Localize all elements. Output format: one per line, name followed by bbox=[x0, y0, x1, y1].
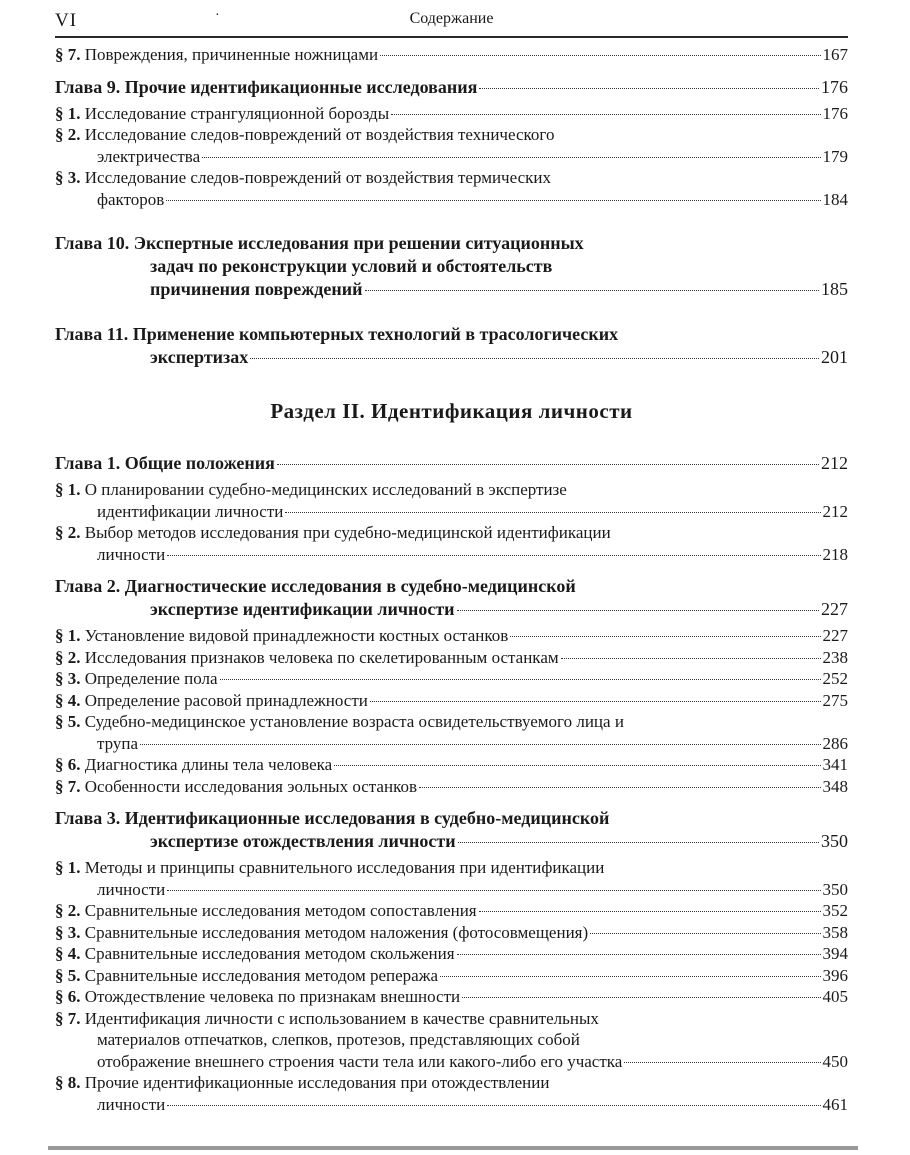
toc-paragraph-entry[interactable] bbox=[55, 522, 848, 565]
toc-line bbox=[55, 598, 848, 621]
dot-leader bbox=[285, 512, 820, 513]
toc-line bbox=[55, 1008, 848, 1030]
toc-entry-title: § 4. Определение расовой принадлежности bbox=[55, 690, 368, 710]
toc-entry-title: экспертизе идентификации личности bbox=[150, 599, 455, 619]
toc-entry-number: § 5. bbox=[55, 965, 85, 985]
toc-paragraph-entry[interactable] bbox=[55, 943, 848, 965]
toc-page-number: 394 bbox=[822, 944, 848, 963]
toc-page-number: 450 bbox=[822, 1051, 848, 1071]
toc-entry-title: экспертизах bbox=[150, 347, 249, 367]
toc-entry-number: § 1. bbox=[55, 103, 85, 123]
toc-page-number: 358 bbox=[822, 922, 848, 942]
toc-line bbox=[55, 255, 848, 278]
toc-entry-title: идентификации личности bbox=[97, 501, 284, 521]
toc-line bbox=[55, 189, 848, 211]
toc-paragraph-entry[interactable] bbox=[55, 668, 848, 690]
toc-entry-title: § 7. Особенности исследования эольных останков bbox=[55, 776, 417, 796]
toc-entry-title: электричества bbox=[97, 146, 201, 166]
toc-entry-title: § 3. Определение пола bbox=[55, 669, 218, 688]
toc-entry-title: Глава 3. Идентификационные исследования в судебно-медицинской bbox=[55, 808, 610, 828]
toc-entry-title: личности bbox=[97, 879, 166, 899]
toc-entry-number: § 2. bbox=[55, 523, 85, 542]
toc-line bbox=[55, 452, 848, 475]
dot-leader bbox=[250, 358, 819, 359]
toc-line bbox=[55, 501, 848, 523]
toc-line bbox=[55, 575, 848, 598]
toc-line bbox=[55, 647, 848, 669]
toc-entry-title: факторов bbox=[97, 189, 165, 209]
toc-page-number: 176 bbox=[822, 103, 848, 123]
dot-leader bbox=[334, 765, 820, 766]
dot-leader bbox=[440, 976, 820, 977]
toc-paragraph-entry[interactable] bbox=[55, 776, 848, 798]
toc-line bbox=[55, 807, 848, 830]
toc-line bbox=[55, 754, 848, 776]
dot-leader bbox=[277, 464, 819, 465]
toc-chapter-entry[interactable] bbox=[55, 807, 848, 853]
toc-entry-title: § 6. Диагностика длины тела человека bbox=[55, 755, 333, 774]
toc-page-number: 405 bbox=[822, 987, 848, 1006]
toc-entry-title: отображение внешнего строения части тела или какого-либо его участка bbox=[97, 1051, 623, 1071]
toc-line bbox=[55, 146, 848, 168]
toc-line bbox=[55, 323, 848, 346]
toc-page-number: 461 bbox=[822, 1094, 848, 1114]
dot-leader bbox=[462, 997, 820, 998]
toc-entry-title: Глава 2. Диагностические исследования в судебно-медицинской bbox=[55, 576, 576, 596]
dot-leader bbox=[167, 890, 820, 891]
toc-entry-number: Глава 3. bbox=[55, 808, 125, 828]
toc-paragraph-entry[interactable] bbox=[55, 647, 848, 669]
toc-paragraph-entry[interactable] bbox=[55, 965, 848, 987]
dot-leader bbox=[561, 658, 821, 659]
dot-leader bbox=[370, 701, 821, 702]
toc-entry-title: Глава 9. Прочие идентификационные исследования bbox=[55, 76, 478, 97]
toc-paragraph-entry[interactable] bbox=[55, 690, 848, 712]
print-mark: · bbox=[215, 8, 220, 23]
toc-page-number: 185 bbox=[821, 279, 848, 299]
dot-leader bbox=[166, 200, 820, 201]
toc-entry-title: § 1. О планировании судебно-медицинских исследований в экспертизе bbox=[55, 480, 567, 499]
toc-entry-title: § 1. Методы и принципы сравнительного исследования при идентификации bbox=[55, 858, 605, 877]
toc-line bbox=[55, 625, 848, 647]
toc-chapter-entry[interactable] bbox=[55, 323, 848, 369]
toc-page-number: 352 bbox=[822, 901, 848, 920]
toc-entry-number: Глава 2. bbox=[55, 576, 125, 596]
dot-leader bbox=[457, 610, 819, 611]
dot-leader bbox=[457, 954, 821, 955]
toc-entry-title: § 3. Сравнительные исследования методом наложения (фотосовмещения) bbox=[55, 922, 589, 942]
toc-entry-title: причинения повреждений bbox=[150, 279, 363, 299]
toc-entry-title: § 2. Сравнительные исследования методом сопоставления bbox=[55, 901, 477, 920]
toc-page-number: 396 bbox=[822, 965, 848, 985]
page-folio: VI bbox=[55, 10, 78, 31]
toc-entry-title: личности bbox=[97, 544, 166, 564]
document-page bbox=[55, 0, 848, 1115]
toc-entry-number: § 4. bbox=[55, 690, 85, 710]
toc-line bbox=[55, 857, 848, 879]
toc-entry-number: Глава 10. bbox=[55, 233, 134, 253]
toc-page-number: 350 bbox=[821, 831, 848, 851]
toc-paragraph-entry[interactable] bbox=[55, 44, 848, 66]
toc-page-number: 212 bbox=[821, 453, 848, 473]
toc-line bbox=[55, 900, 848, 922]
toc-paragraph-entry[interactable] bbox=[55, 754, 848, 776]
dot-leader bbox=[202, 157, 820, 158]
toc-line bbox=[55, 522, 848, 544]
toc-line bbox=[55, 1094, 848, 1116]
toc-paragraph-entry[interactable] bbox=[55, 103, 848, 125]
toc-entry-title: Глава 1. Общие положения bbox=[55, 453, 275, 473]
toc-entry-number: § 2. bbox=[55, 125, 85, 144]
running-head-title: Содержание bbox=[409, 10, 494, 27]
toc-page-number: 341 bbox=[822, 755, 848, 774]
toc-entry-title: § 5. Сравнительные исследования методом репеража bbox=[55, 965, 439, 985]
dot-leader bbox=[380, 55, 820, 56]
toc-page-number: 201 bbox=[821, 347, 848, 367]
toc-line bbox=[55, 879, 848, 901]
toc-entry-title: § 8. Прочие идентификационные исследования при отождествлении bbox=[55, 1073, 550, 1092]
toc-line bbox=[55, 986, 848, 1008]
toc-paragraph-entry[interactable] bbox=[55, 900, 848, 922]
toc-line bbox=[55, 830, 848, 853]
toc-entry-number: § 1. bbox=[55, 480, 85, 499]
toc-entry-number: § 2. bbox=[55, 647, 85, 667]
dot-leader bbox=[419, 787, 821, 788]
toc-entry-title: § 5. Судебно-медицинское установление возраста освидетельствуемого лица и bbox=[55, 712, 624, 731]
dot-leader bbox=[365, 290, 819, 291]
bottom-rule bbox=[48, 1146, 858, 1150]
toc-line bbox=[55, 922, 848, 944]
toc-line bbox=[55, 965, 848, 987]
dot-leader bbox=[167, 1105, 820, 1106]
toc-page-number: 238 bbox=[822, 647, 848, 667]
toc-page-number: 212 bbox=[822, 501, 848, 521]
toc-paragraph-entry[interactable] bbox=[55, 922, 848, 944]
toc-entry-number: § 7. bbox=[55, 1008, 85, 1028]
toc-page-number: 184 bbox=[822, 189, 848, 209]
toc-chapter-entry[interactable] bbox=[55, 575, 848, 621]
toc-line bbox=[55, 733, 848, 755]
toc-entry-title: § 2. Выбор методов исследования при судебно-медицинской идентификации bbox=[55, 523, 611, 542]
toc-page-number: 227 bbox=[822, 626, 848, 645]
toc-entry-number: Глава 9. bbox=[55, 76, 125, 97]
toc-page-number: 350 bbox=[822, 879, 848, 899]
toc-entry-number: § 7. bbox=[55, 776, 85, 796]
toc-entry-title: § 1. Исследование странгуляционной борозды bbox=[55, 103, 390, 123]
toc-page-number: 167 bbox=[822, 45, 848, 64]
dot-leader bbox=[479, 911, 821, 912]
toc-chapter-entry[interactable] bbox=[55, 452, 848, 475]
toc-entry-number: § 8. bbox=[55, 1073, 85, 1092]
dot-leader bbox=[624, 1062, 820, 1063]
toc-paragraph-entry[interactable] bbox=[55, 986, 848, 1008]
toc-entry-title: § 3. Исследование следов-повреждений от воздействия термических bbox=[55, 168, 551, 187]
toc-entry-title: экспертизе отождествления личности bbox=[150, 831, 456, 851]
toc-entry-title: личности bbox=[97, 1094, 166, 1114]
toc-entry-title: § 7. Повреждения, причиненные ножницами bbox=[55, 45, 379, 64]
toc-entry-number: § 1. bbox=[55, 626, 85, 645]
toc-paragraph-entry[interactable] bbox=[55, 1008, 848, 1073]
dot-leader bbox=[590, 933, 820, 934]
toc-page-number: 227 bbox=[821, 599, 848, 619]
toc-line bbox=[55, 1072, 848, 1094]
toc-entry-number: § 3. bbox=[55, 168, 85, 187]
dot-leader bbox=[510, 636, 820, 637]
toc-entry-number: § 4. bbox=[55, 944, 85, 963]
toc-entry-number: § 2. bbox=[55, 901, 85, 920]
toc-paragraph-entry[interactable] bbox=[55, 167, 848, 210]
toc-line bbox=[55, 544, 848, 566]
toc-line bbox=[55, 668, 848, 690]
toc-line bbox=[55, 346, 848, 369]
toc-line bbox=[55, 103, 848, 125]
toc-entry-title: Глава 10. Экспертные исследования при решении ситуационных bbox=[55, 233, 584, 253]
toc-paragraph-entry[interactable] bbox=[55, 1072, 848, 1115]
toc-line bbox=[55, 943, 848, 965]
toc-line bbox=[55, 1029, 848, 1051]
toc-line bbox=[55, 167, 848, 189]
toc-chapter-entry[interactable] bbox=[55, 76, 848, 99]
toc-entry-title: § 2. Исследования признаков человека по скелетированным останкам bbox=[55, 647, 559, 667]
toc-entry-title: § 7. Идентификация личности с использованием в качестве сравнительных bbox=[55, 1008, 599, 1028]
toc-paragraph-entry[interactable] bbox=[55, 711, 848, 754]
toc-entry-number: § 1. bbox=[55, 858, 85, 877]
toc-chapter-entry[interactable] bbox=[55, 232, 848, 301]
toc-entry-number: § 6. bbox=[55, 987, 85, 1006]
toc-page-number: 275 bbox=[822, 690, 848, 710]
toc-line bbox=[55, 124, 848, 146]
toc-entry-title: задач по реконструкции условий и обстоятельств bbox=[150, 256, 553, 276]
toc-line bbox=[55, 1051, 848, 1073]
running-head bbox=[55, 0, 848, 38]
dot-leader bbox=[391, 114, 820, 115]
toc-part-2 bbox=[55, 452, 848, 1115]
toc-line bbox=[55, 44, 848, 66]
section-title: Раздел II. Идентификация личности bbox=[270, 399, 633, 423]
toc-entry-title: Глава 11. Применение компьютерных технологий в трасологических bbox=[55, 324, 619, 344]
toc-paragraph-entry[interactable] bbox=[55, 625, 848, 647]
toc-line bbox=[55, 76, 848, 99]
toc-entry-title: трупа bbox=[97, 733, 139, 753]
toc-line bbox=[55, 690, 848, 712]
toc-paragraph-entry[interactable] bbox=[55, 479, 848, 522]
dot-leader bbox=[140, 744, 820, 745]
toc-line bbox=[55, 776, 848, 798]
toc-page-number: 348 bbox=[822, 776, 848, 796]
toc-page-number: 218 bbox=[822, 544, 848, 564]
dot-leader bbox=[167, 555, 820, 556]
toc-line bbox=[55, 232, 848, 255]
toc-paragraph-entry[interactable] bbox=[55, 857, 848, 900]
toc-page-number: 179 bbox=[822, 146, 848, 166]
toc-line bbox=[55, 278, 848, 301]
toc-entry-title: § 4. Сравнительные исследования методом скольжения bbox=[55, 944, 455, 963]
toc-page-number: 176 bbox=[821, 76, 848, 97]
toc-entry-number: Глава 1. bbox=[55, 453, 125, 473]
toc-entry-title: § 6. Отождествление человека по признакам внешности bbox=[55, 987, 461, 1006]
toc-entry-number: Глава 11. bbox=[55, 324, 133, 344]
toc-entry-number: § 5. bbox=[55, 712, 85, 731]
toc-entry-number: § 3. bbox=[55, 669, 85, 688]
dot-leader bbox=[220, 679, 821, 680]
toc-entry-number: § 7. bbox=[55, 45, 85, 64]
toc-page-number: 252 bbox=[822, 669, 848, 688]
toc-entry-number: § 6. bbox=[55, 755, 85, 774]
toc-page-number: 286 bbox=[822, 733, 848, 753]
toc-entry-number: § 3. bbox=[55, 922, 85, 942]
dot-leader bbox=[458, 842, 819, 843]
toc-line bbox=[55, 711, 848, 733]
toc-line bbox=[55, 479, 848, 501]
toc-paragraph-entry[interactable] bbox=[55, 124, 848, 167]
toc-part-1 bbox=[55, 44, 848, 369]
toc-entry-title: § 2. Исследование следов-повреждений от воздействия технического bbox=[55, 125, 555, 144]
toc-entry-title: материалов отпечатков, слепков, протезов, представляющих собой bbox=[97, 1030, 580, 1049]
toc-entry-title: § 1. Установление видовой принадлежности костных останков bbox=[55, 626, 509, 645]
dot-leader bbox=[479, 88, 819, 89]
